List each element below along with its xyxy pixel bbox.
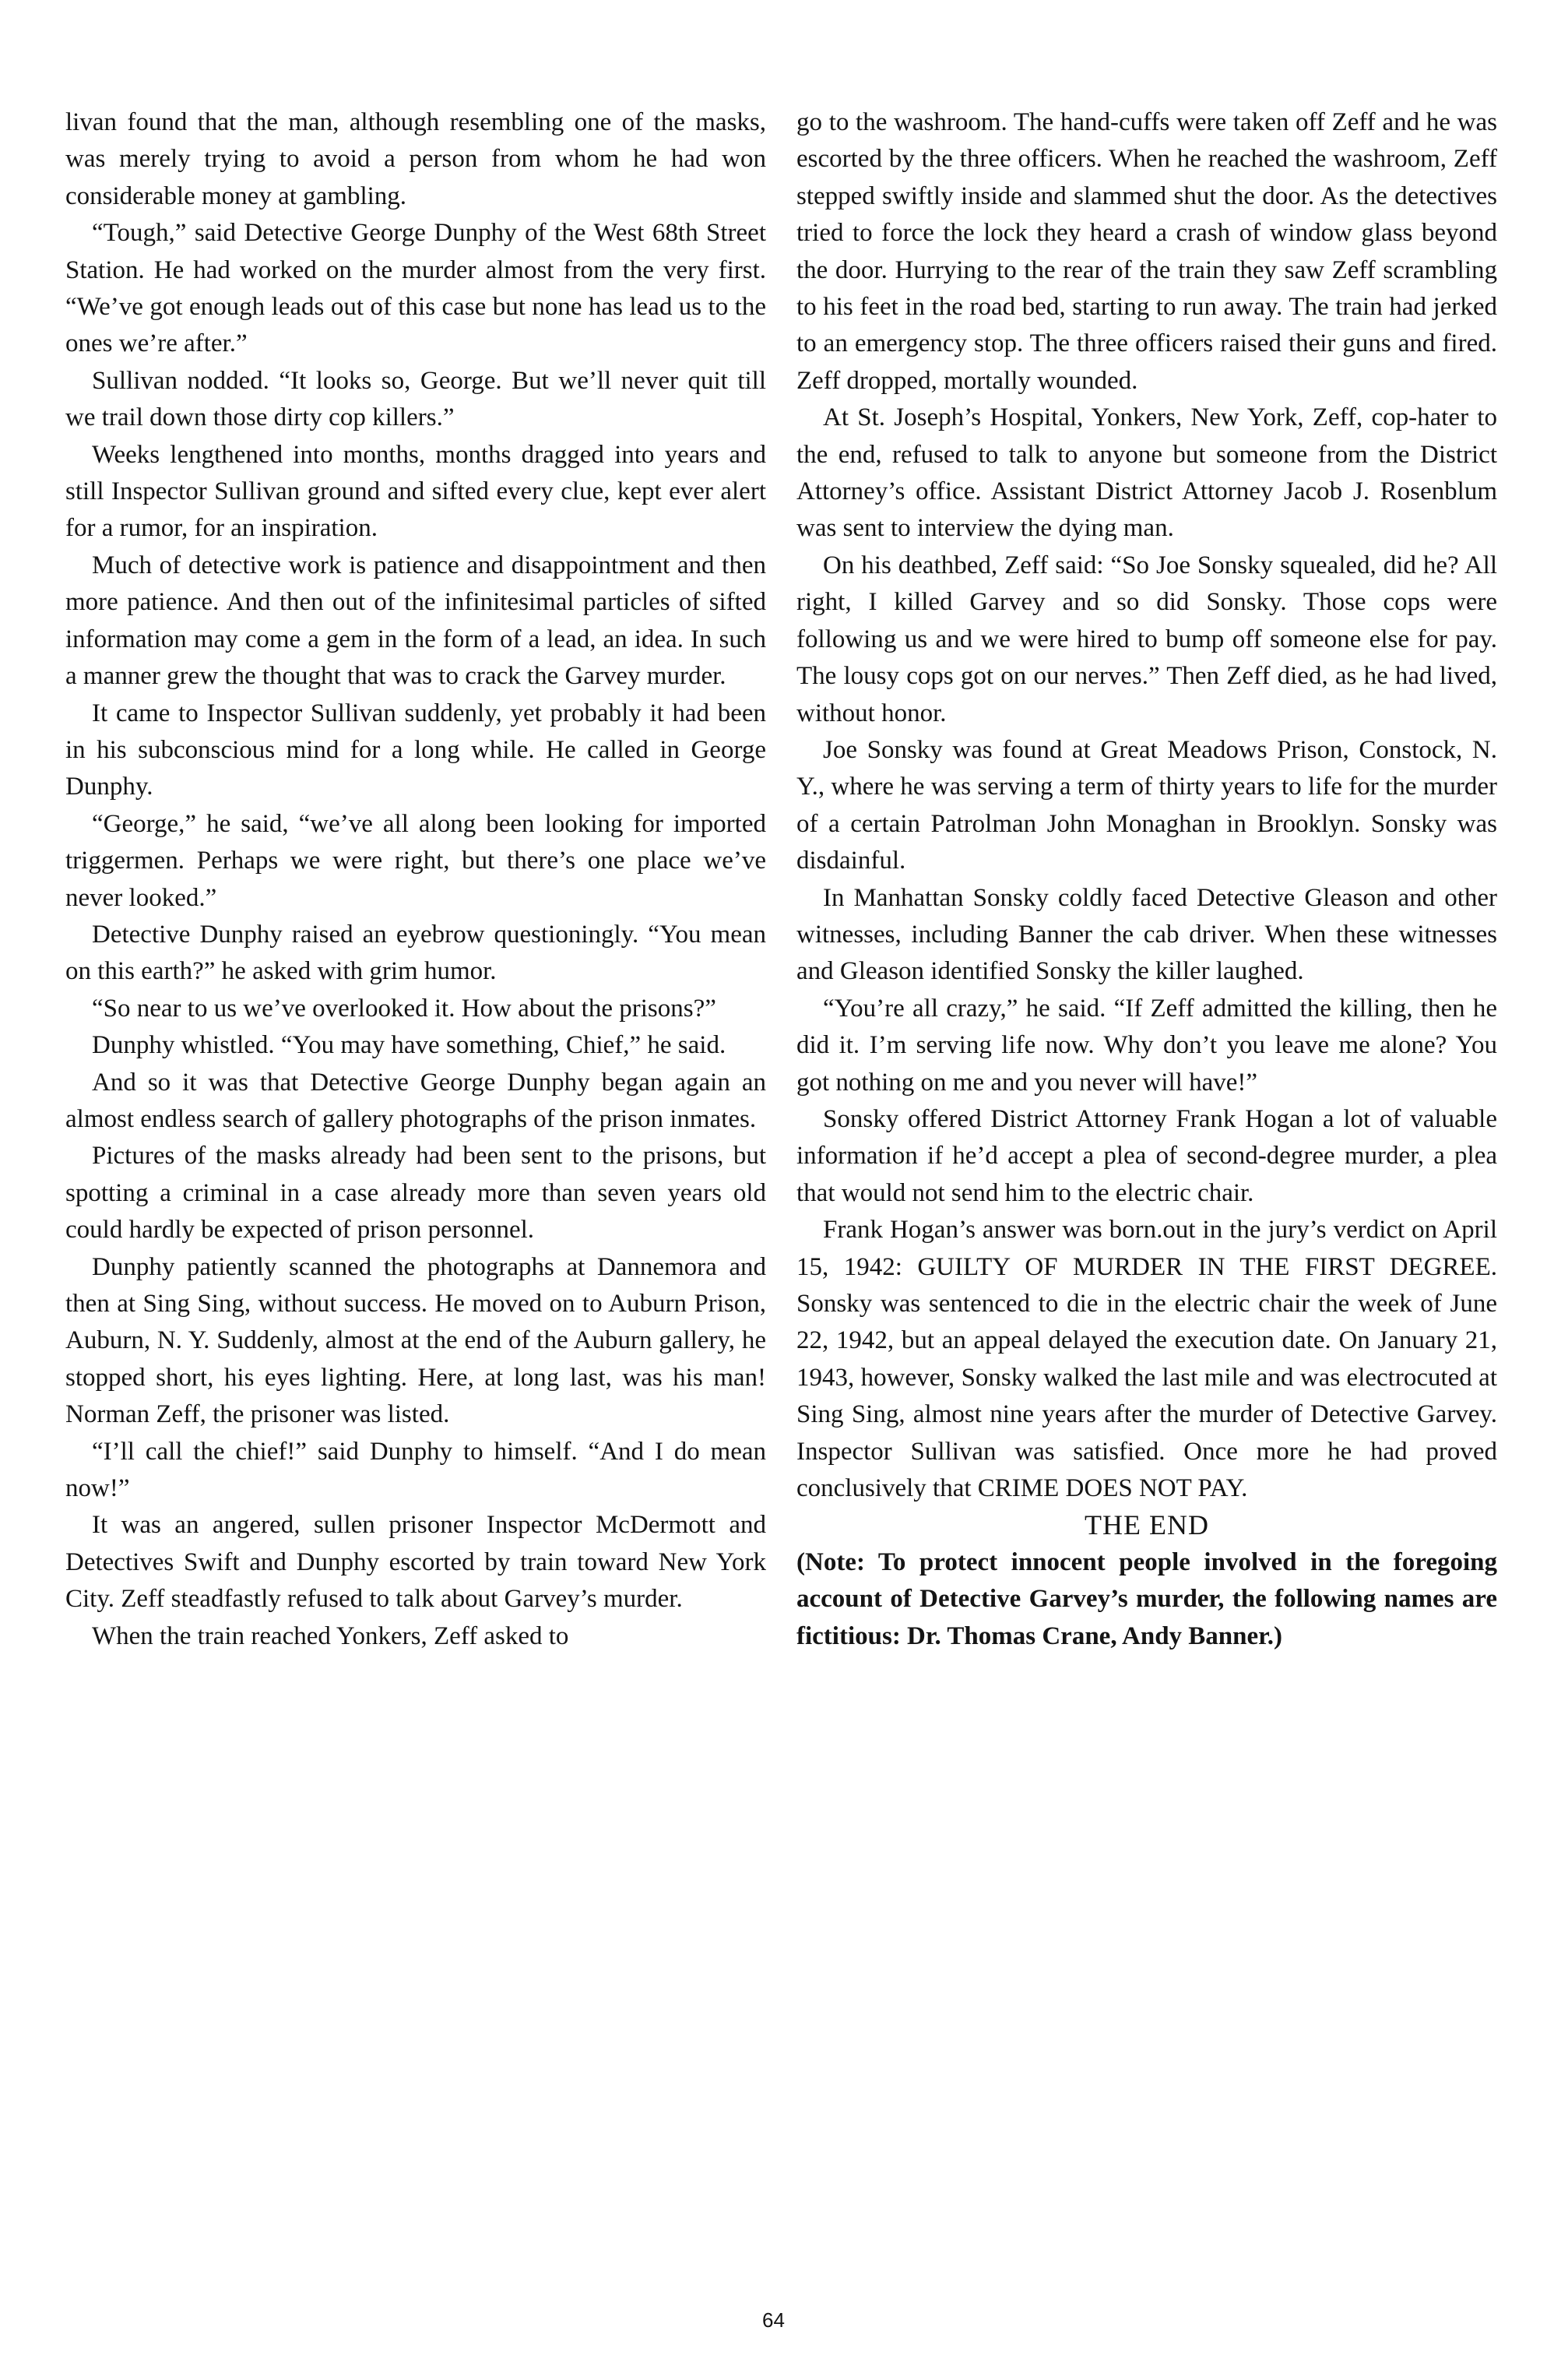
end-heading: THE END (1085, 1509, 1209, 1541)
paragraph: “Tough,” said Detective George Dunphy of the West 68th Street Station. He had worked on the murder almost from the very first. “We’ve got enough leads out of this case but none has lead us to the ones we’re after.” (65, 219, 766, 358)
paragraph: Much of detective work is patience and disappointment and then more patience. And then out of the infinitesimal particles of sifted information may come a gem in the form of a lead, an idea. In such a manner grew the thought that was to crack the Garvey murder. (65, 551, 766, 691)
paragraph: “I’ll call the chief!” said Dunphy to himself. “And I do mean now!” (65, 1437, 766, 1503)
paragraph: Pictures of the masks already had been sent to the prisons, but spotting a criminal in a case already more than seven years old could hardly be expected of prison personnel. (65, 1142, 766, 1245)
paragraph: Frank Hogan’s answer was born.out in the jury’s verdict on April 15, 1942: GUILTY OF MURDER IN THE FIRST DEGREE. Sonsky was sentenced to die in the electric chair the week of June 22, 1942, but an appeal delayed the execution date. On January 21, 1943, however, Sonsky walked the last mile and was electrocuted at Sing Sing, almost nine years after the murder of Detective Garvey. Inspector Sullivan was satisfied. Once more he had proved conclusively that CRIME DOES NOT PAY. (796, 1216, 1497, 1503)
page-number: 64 (762, 2308, 785, 2332)
paragraph: When the train reached Yonkers, Zeff asked to (92, 1621, 569, 1650)
author-note: (Note: To protect innocent people involved in the foregoing account of Detective Garvey’s murder, the following names are fictitious: Dr. Thomas Crane, Andy Banner.) (796, 1547, 1497, 1650)
paragraph: Sullivan nodded. “It looks so, George. But we’ll never quit till we trail down those dirty cop killers.” (65, 366, 766, 432)
paragraph: “George,” he said, “we’ve all along been looking for imported triggermen. Perhaps we were right, but there’s one place we’ve never looked.” (65, 809, 766, 912)
paragraph: go to the washroom. The hand-cuffs were taken off Zeff and he was escorted by the three officers. When he reached the washroom, Zeff stepped swiftly inside and slammed shut the door. As the detectives tried to force the lock they heard a crash of window glass beyond the door. Hurrying to the rear of the train they saw Zeff scrambling to his feet in the road bed, starting to run away. The train had jerked to an emergency stop. The three officers raised their guns and fired. Zeff dropped, mortally wounded. (796, 108, 1497, 395)
paragraph: In Manhattan Sonsky coldly faced Detective Gleason and other witnesses, including Banner the cab driver. When these witnesses and Gleason identified Sonsky the killer laughed. (796, 883, 1497, 986)
paragraph: “So near to us we’ve overlooked it. How about the prisons?” (92, 994, 716, 1023)
paragraph: Dunphy whistled. “You may have something, Chief,” he said. (92, 1031, 726, 1060)
paragraph: It came to Inspector Sullivan suddenly, yet probably it had been in his subconscious mind for a long while. He called in George Dunphy. (65, 699, 766, 801)
paragraph: And so it was that Detective George Dunphy began again an almost endless search of gallery photographs of the prison inmates. (65, 1068, 766, 1133)
paragraph: On his deathbed, Zeff said: “So Joe Sonsky squealed, did he? All right, I killed Garvey and so did Sonsky. Those cops were following us and we were hired to bump off someone else for pay. The lousy cops got on our nerves.” Then Zeff died, as he had lived, without honor. (796, 551, 1497, 727)
paragraph: At St. Joseph’s Hospital, Yonkers, New York, Zeff, cop-hater to the end, refused to talk to anyone but someone from the District Attorney’s office. Assistant District Attorney Jacob J. Rosenblum was sent to interview the dying man. (796, 403, 1497, 543)
paragraph: Joe Sonsky was found at Great Meadows Prison, Constock, N. Y., where he was serving a term of thirty years to life for the murder of a certain Patrolman John Monaghan in Brooklyn. Sonsky was disdainful. (796, 735, 1497, 875)
paragraph: It was an angered, sullen prisoner Inspector McDermott and Detectives Swift and Dunphy escorted by train toward New York City. Zeff steadfastly refused to talk about Garvey’s murder. (65, 1511, 766, 1614)
paragraph: Weeks lengthened into months, months dragged into years and still Inspector Sullivan ground and sifted every clue, kept ever alert for a rumor, for an inspiration. (65, 440, 766, 543)
paragraph: livan found that the man, although resembling one of the masks, was merely trying to avoid a person from whom he had won considerable money at gambling. (65, 108, 766, 210)
paragraph: Sonsky offered District Attorney Frank Hogan a lot of valuable information if he’d accept a plea of second-degree murder, a plea that would not send him to the electric chair. (796, 1104, 1497, 1207)
paragraph: Detective Dunphy raised an eyebrow questioningly. “You mean on this earth?” he asked with grim humor. (65, 920, 766, 986)
paragraph: “You’re all crazy,” he said. “If Zeff admitted the killing, then he did it. I’m serving life now. Why don’t you leave me alone? You got nothing on me and you never will have!” (796, 994, 1497, 1097)
right-text-column (796, 104, 1497, 1655)
left-text-column (65, 104, 766, 1655)
paragraph: Dunphy patiently scanned the photographs at Dannemora and then at Sing Sing, without success. He moved on to Auburn Prison, Auburn, N. Y. Suddenly, almost at the end of the Auburn gallery, he stopped short, his eyes lighting. Here, at long last, was his man! Norman Zeff, the prisoner was listed. (65, 1252, 766, 1429)
